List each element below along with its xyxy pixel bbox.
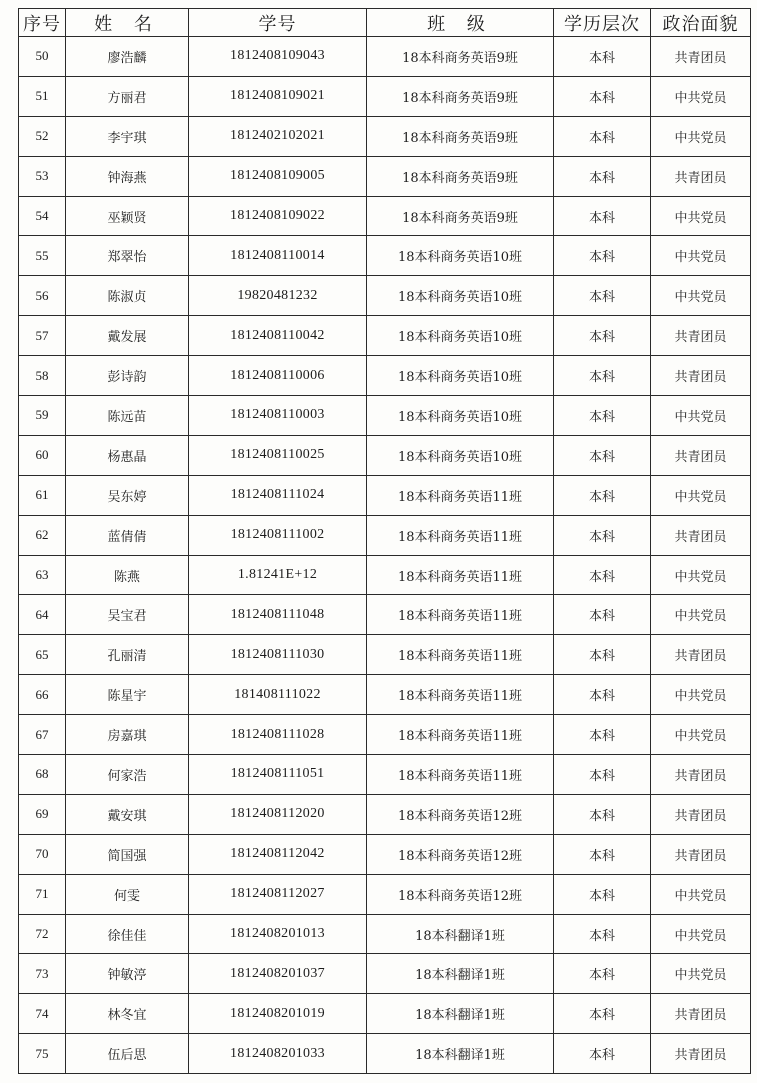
- table-row: [19, 1034, 751, 1074]
- cell-class: 18本科商务英语11班: [367, 595, 554, 635]
- table-row: [19, 196, 751, 236]
- roster-body: [19, 37, 751, 1074]
- cell-education-level: 本科: [554, 675, 651, 715]
- cell-seq: 68: [19, 755, 66, 795]
- cell-class: 18本科商务英语10班: [367, 236, 554, 276]
- cell-name: 伍后思: [66, 1034, 189, 1074]
- cell-seq: 75: [19, 1034, 66, 1074]
- cell-seq: 66: [19, 675, 66, 715]
- cell-education-level: 本科: [554, 156, 651, 196]
- cell-education-level: 本科: [554, 396, 651, 436]
- cell-political-status: 共青团员: [651, 316, 751, 356]
- cell-class: 18本科商务英语11班: [367, 555, 554, 595]
- cell-political-status: 共青团员: [651, 37, 751, 77]
- cell-education-level: 本科: [554, 715, 651, 755]
- table-row: [19, 874, 751, 914]
- cell-class: 18本科翻译1班: [367, 1034, 554, 1074]
- cell-name: 钟敏渟: [66, 954, 189, 994]
- cell-student-id: 181408111022: [189, 675, 367, 715]
- cell-education-level: 本科: [554, 515, 651, 555]
- cell-seq: 56: [19, 276, 66, 316]
- cell-student-id: 1812408110025: [189, 435, 367, 475]
- table-row: [19, 715, 751, 755]
- cell-political-status: 共青团员: [651, 1034, 751, 1074]
- table-row: [19, 515, 751, 555]
- cell-education-level: 本科: [554, 116, 651, 156]
- cell-political-status: 中共党员: [651, 914, 751, 954]
- cell-seq: 62: [19, 515, 66, 555]
- cell-seq: 69: [19, 794, 66, 834]
- cell-political-status: 中共党员: [651, 76, 751, 116]
- table-row: [19, 555, 751, 595]
- cell-class: 18本科商务英语11班: [367, 755, 554, 795]
- cell-name: 陈淑贞: [66, 276, 189, 316]
- cell-education-level: 本科: [554, 475, 651, 515]
- header-name: 姓 名: [66, 9, 189, 37]
- table-row: [19, 156, 751, 196]
- cell-student-id: 1812408111024: [189, 475, 367, 515]
- cell-education-level: 本科: [554, 635, 651, 675]
- header-political-status: 政治面貌: [651, 9, 751, 37]
- cell-seq: 65: [19, 635, 66, 675]
- cell-student-id: 1812408111030: [189, 635, 367, 675]
- table-row: [19, 435, 751, 475]
- cell-seq: 52: [19, 116, 66, 156]
- cell-seq: 61: [19, 475, 66, 515]
- cell-class: 18本科商务英语9班: [367, 76, 554, 116]
- cell-student-id: 1812408111051: [189, 755, 367, 795]
- cell-political-status: 中共党员: [651, 396, 751, 436]
- cell-student-id: 1812408110006: [189, 356, 367, 396]
- table-row: [19, 595, 751, 635]
- header-class: 班 级: [367, 9, 554, 37]
- cell-name: 杨惠晶: [66, 435, 189, 475]
- cell-name: 徐佳佳: [66, 914, 189, 954]
- cell-seq: 73: [19, 954, 66, 994]
- table-row: [19, 76, 751, 116]
- table-row: [19, 475, 751, 515]
- cell-seq: 58: [19, 356, 66, 396]
- student-roster-sheet: [18, 8, 750, 1074]
- cell-political-status: 中共党员: [651, 555, 751, 595]
- cell-class: 18本科商务英语12班: [367, 874, 554, 914]
- table-row: [19, 116, 751, 156]
- header-seq: 序号: [19, 9, 66, 37]
- cell-class: 18本科翻译1班: [367, 954, 554, 994]
- cell-name: 李宇琪: [66, 116, 189, 156]
- cell-student-id: 1.81241E+12: [189, 555, 367, 595]
- cell-class: 18本科商务英语9班: [367, 196, 554, 236]
- table-row: [19, 276, 751, 316]
- table-row: [19, 675, 751, 715]
- cell-political-status: 中共党员: [651, 116, 751, 156]
- cell-seq: 55: [19, 236, 66, 276]
- cell-student-id: 1812408110003: [189, 396, 367, 436]
- cell-name: 戴安琪: [66, 794, 189, 834]
- cell-seq: 57: [19, 316, 66, 356]
- table-row: [19, 994, 751, 1034]
- cell-seq: 63: [19, 555, 66, 595]
- table-row: [19, 755, 751, 795]
- cell-class: 18本科商务英语12班: [367, 834, 554, 874]
- cell-political-status: 共青团员: [651, 834, 751, 874]
- cell-education-level: 本科: [554, 834, 651, 874]
- cell-student-id: 1812408110014: [189, 236, 367, 276]
- cell-name: 孔丽清: [66, 635, 189, 675]
- cell-student-id: 1812402102021: [189, 116, 367, 156]
- cell-class: 18本科翻译1班: [367, 994, 554, 1034]
- cell-seq: 59: [19, 396, 66, 436]
- cell-seq: 60: [19, 435, 66, 475]
- table-row: [19, 396, 751, 436]
- cell-class: 18本科商务英语11班: [367, 475, 554, 515]
- cell-name: 何家浩: [66, 755, 189, 795]
- cell-political-status: 中共党员: [651, 874, 751, 914]
- cell-name: 何雯: [66, 874, 189, 914]
- cell-class: 18本科商务英语11班: [367, 715, 554, 755]
- cell-political-status: 共青团员: [651, 515, 751, 555]
- cell-name: 廖浩麟: [66, 37, 189, 77]
- cell-education-level: 本科: [554, 76, 651, 116]
- cell-education-level: 本科: [554, 37, 651, 77]
- table-row: [19, 794, 751, 834]
- cell-class: 18本科商务英语9班: [367, 156, 554, 196]
- cell-political-status: 中共党员: [651, 276, 751, 316]
- cell-name: 吴宝君: [66, 595, 189, 635]
- table-row: [19, 356, 751, 396]
- table-row: [19, 316, 751, 356]
- cell-class: 18本科商务英语9班: [367, 116, 554, 156]
- cell-student-id: 1812408201033: [189, 1034, 367, 1074]
- cell-name: 房嘉琪: [66, 715, 189, 755]
- cell-name: 林冬宜: [66, 994, 189, 1034]
- cell-seq: 70: [19, 834, 66, 874]
- cell-education-level: 本科: [554, 555, 651, 595]
- cell-student-id: 1812408109043: [189, 37, 367, 77]
- cell-name: 陈星宇: [66, 675, 189, 715]
- cell-political-status: 中共党员: [651, 595, 751, 635]
- cell-education-level: 本科: [554, 595, 651, 635]
- cell-political-status: 共青团员: [651, 356, 751, 396]
- cell-seq: 67: [19, 715, 66, 755]
- cell-education-level: 本科: [554, 954, 651, 994]
- cell-student-id: 1812408109022: [189, 196, 367, 236]
- cell-name: 陈燕: [66, 555, 189, 595]
- cell-student-id: 1812408109005: [189, 156, 367, 196]
- cell-political-status: 中共党员: [651, 675, 751, 715]
- cell-political-status: 中共党员: [651, 196, 751, 236]
- cell-student-id: 1812408110042: [189, 316, 367, 356]
- cell-education-level: 本科: [554, 435, 651, 475]
- cell-education-level: 本科: [554, 914, 651, 954]
- cell-political-status: 共青团员: [651, 635, 751, 675]
- cell-education-level: 本科: [554, 874, 651, 914]
- cell-seq: 72: [19, 914, 66, 954]
- cell-name: 巫颖贤: [66, 196, 189, 236]
- cell-seq: 64: [19, 595, 66, 635]
- cell-political-status: 中共党员: [651, 475, 751, 515]
- cell-education-level: 本科: [554, 794, 651, 834]
- cell-student-id: 1812408201019: [189, 994, 367, 1034]
- cell-student-id: 1812408112020: [189, 794, 367, 834]
- cell-name: 彭诗韵: [66, 356, 189, 396]
- cell-political-status: 共青团员: [651, 994, 751, 1034]
- cell-seq: 54: [19, 196, 66, 236]
- cell-education-level: 本科: [554, 755, 651, 795]
- cell-class: 18本科翻译1班: [367, 914, 554, 954]
- cell-student-id: 1812408109021: [189, 76, 367, 116]
- table-row: [19, 635, 751, 675]
- cell-class: 18本科商务英语11班: [367, 675, 554, 715]
- cell-class: 18本科商务英语10班: [367, 396, 554, 436]
- cell-political-status: 中共党员: [651, 236, 751, 276]
- cell-student-id: 1812408112027: [189, 874, 367, 914]
- cell-education-level: 本科: [554, 236, 651, 276]
- cell-political-status: 中共党员: [651, 715, 751, 755]
- cell-education-level: 本科: [554, 276, 651, 316]
- cell-political-status: 共青团员: [651, 435, 751, 475]
- table-row: [19, 37, 751, 77]
- cell-name: 方丽君: [66, 76, 189, 116]
- cell-class: 18本科商务英语10班: [367, 276, 554, 316]
- cell-political-status: 共青团员: [651, 156, 751, 196]
- cell-name: 郑翠怡: [66, 236, 189, 276]
- cell-name: 钟海燕: [66, 156, 189, 196]
- cell-class: 18本科商务英语10班: [367, 356, 554, 396]
- cell-name: 戴发展: [66, 316, 189, 356]
- cell-seq: 74: [19, 994, 66, 1034]
- cell-seq: 71: [19, 874, 66, 914]
- cell-political-status: 中共党员: [651, 954, 751, 994]
- cell-class: 18本科商务英语10班: [367, 435, 554, 475]
- cell-name: 蓝倩倩: [66, 515, 189, 555]
- table-row: [19, 236, 751, 276]
- cell-student-id: 19820481232: [189, 276, 367, 316]
- cell-education-level: 本科: [554, 196, 651, 236]
- cell-education-level: 本科: [554, 994, 651, 1034]
- table-row: [19, 954, 751, 994]
- cell-name: 陈远苗: [66, 396, 189, 436]
- cell-student-id: 1812408111028: [189, 715, 367, 755]
- cell-student-id: 1812408112042: [189, 834, 367, 874]
- cell-name: 简国强: [66, 834, 189, 874]
- cell-class: 18本科商务英语12班: [367, 794, 554, 834]
- header-row: [19, 9, 751, 37]
- cell-class: 18本科商务英语10班: [367, 316, 554, 356]
- header-education-level: 学历层次: [554, 9, 651, 37]
- cell-class: 18本科商务英语11班: [367, 515, 554, 555]
- cell-education-level: 本科: [554, 356, 651, 396]
- cell-name: 吴东婷: [66, 475, 189, 515]
- cell-education-level: 本科: [554, 1034, 651, 1074]
- cell-seq: 51: [19, 76, 66, 116]
- cell-education-level: 本科: [554, 316, 651, 356]
- cell-seq: 53: [19, 156, 66, 196]
- table-row: [19, 834, 751, 874]
- cell-student-id: 1812408111002: [189, 515, 367, 555]
- cell-class: 18本科商务英语9班: [367, 37, 554, 77]
- cell-student-id: 1812408201037: [189, 954, 367, 994]
- cell-class: 18本科商务英语11班: [367, 635, 554, 675]
- student-roster-table: [18, 8, 751, 1074]
- cell-seq: 50: [19, 37, 66, 77]
- cell-political-status: 共青团员: [651, 794, 751, 834]
- cell-student-id: 1812408201013: [189, 914, 367, 954]
- cell-student-id: 1812408111048: [189, 595, 367, 635]
- table-row: [19, 914, 751, 954]
- cell-political-status: 共青团员: [651, 755, 751, 795]
- header-student-id: 学号: [189, 9, 367, 37]
